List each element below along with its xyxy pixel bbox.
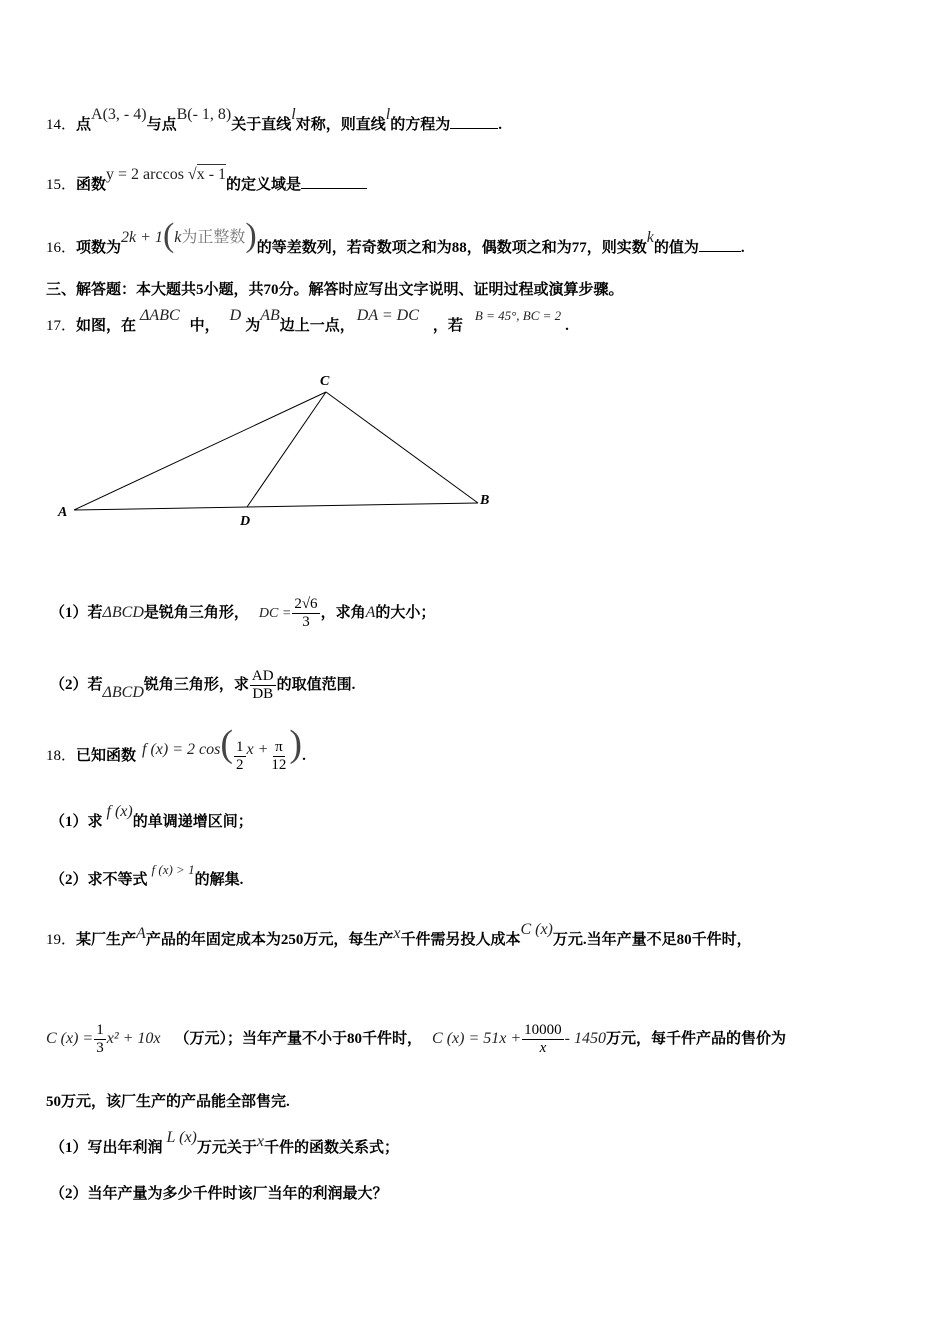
question-17: [46, 307, 569, 336]
denominator: 12: [271, 757, 287, 774]
question-17-part-2: [50, 668, 355, 703]
point-d-math: D: [229, 307, 242, 324]
given-conditions-math: B = 45°, BC = 2: [474, 308, 562, 323]
question-19: [46, 921, 752, 950]
text: 与点: [146, 117, 177, 133]
denominator: 3: [302, 614, 310, 630]
text: （1）写出年利润: [50, 1140, 163, 1156]
line-l-math: l: [291, 106, 296, 123]
text: 为: [245, 318, 261, 334]
text: 产品的年固定成本为250万元，每生产: [145, 932, 394, 948]
text: 如图，在: [76, 318, 137, 334]
question-16: [46, 217, 745, 258]
product-a-math: A: [136, 925, 146, 942]
numerator: 2√6: [294, 596, 318, 612]
inequality-math: f (x) > 1: [151, 862, 195, 877]
text: 项数为: [76, 240, 122, 256]
paren: (: [220, 723, 234, 765]
text: 的大小；: [375, 604, 436, 621]
question-18-part-2: [50, 862, 244, 890]
half-fraction: [234, 739, 246, 774]
text: 中，: [189, 318, 220, 334]
text: ，求角: [320, 604, 366, 621]
label-a: A: [58, 505, 68, 520]
text: （万元）；当年产量不小于80千件时，: [174, 1030, 423, 1047]
text: 点: [76, 117, 92, 133]
section-heading: 三、解答题：本大题共5小题，共70分。解答时应写出文字说明、证明过程或演算步骤。: [46, 282, 624, 298]
text: 千件需另投人成本: [400, 932, 521, 948]
numerator: π: [275, 739, 283, 756]
text: .: [565, 318, 569, 334]
side-bc: [326, 392, 478, 503]
denominator: x: [539, 1040, 547, 1056]
arccos-expr: y = 2 arccos: [106, 166, 184, 183]
text: 某厂生产: [76, 932, 137, 948]
text: 锐角三角形，求: [143, 676, 249, 693]
paren: ): [289, 723, 303, 765]
profit-function-math: L (x): [166, 1129, 197, 1146]
text: （1）若: [50, 604, 103, 621]
k-math: k: [646, 229, 654, 246]
answer-blank: [699, 237, 741, 252]
ad-db-fraction: [250, 668, 276, 703]
one-third-fraction: [94, 1022, 106, 1057]
cost-formula-low-tail-math: x² + 10x: [106, 1029, 161, 1047]
triangle-diagram: [50, 366, 510, 536]
text: （2）若: [50, 676, 103, 693]
dc-math: DC =: [258, 605, 292, 621]
math: 2k + 1: [121, 229, 163, 246]
text: .: [498, 117, 502, 133]
denominator: 2: [236, 757, 244, 774]
text: 的解集.: [194, 872, 244, 888]
question-18-part-1: [50, 803, 253, 832]
segment-cd: [247, 392, 326, 507]
x-math: x: [256, 1133, 265, 1150]
text: 函数: [76, 177, 107, 193]
numerator: 1: [236, 739, 244, 756]
side-ab-math: AB: [260, 307, 280, 324]
cost-formula-low-math: C (x) =: [46, 1029, 94, 1047]
question-number: 15．: [46, 177, 77, 193]
triangle-bcd-math: ΔBCD: [102, 683, 144, 701]
cost-formula-high-math: C (x) = 51x +: [432, 1029, 522, 1047]
ten-thousand-fraction: [522, 1022, 564, 1057]
text: 的单调递增区间；: [132, 814, 253, 830]
text: .: [740, 240, 745, 256]
question-19-part-1: [50, 1129, 400, 1158]
text: 已知函数: [76, 748, 137, 764]
point-a-math: A(3, - 4): [91, 106, 147, 123]
denominator: 3: [96, 1040, 104, 1056]
dc-fraction: [292, 596, 319, 631]
numerator: 10000: [524, 1022, 562, 1038]
question-19-line-3: 50万元，该厂生产的产品能全部售完.: [46, 1094, 290, 1110]
question-19-line-2: [46, 1022, 786, 1057]
point-b-math: B(- 1, 8): [176, 106, 232, 123]
cost-formula-high-tail-math: - 1450: [564, 1029, 606, 1047]
question-15: [46, 166, 367, 195]
label-d: D: [240, 514, 251, 529]
text: 万元关于: [196, 1140, 257, 1156]
paren: (: [162, 217, 175, 254]
label-c: C: [320, 374, 330, 389]
numerator: AD: [251, 668, 274, 684]
triangle-bcd-math: ΔBCD: [102, 603, 144, 621]
text: 的定义域是: [226, 177, 302, 193]
text: 边上一点，: [279, 318, 355, 334]
equal-sides-math: DA = DC: [356, 307, 419, 324]
f-x-math: f (x): [106, 803, 133, 820]
angle-a-math: A: [365, 603, 376, 621]
side-ac: [74, 392, 326, 510]
text: 万元.当年产量不足80千件时，: [552, 932, 752, 948]
question-19-part-2: （2）当年产量为多少千件时该厂当年的利润最大？: [50, 1186, 388, 1202]
text: 的取值范围.: [276, 676, 356, 693]
label-b: B: [480, 493, 490, 508]
question-number: 17．: [46, 318, 77, 334]
text: 千件的函数关系式；: [264, 1140, 400, 1156]
question-number: 19．: [46, 932, 77, 948]
text: ，若: [432, 318, 463, 334]
text: 关于直线: [231, 117, 292, 133]
text: 的值为: [653, 240, 699, 256]
text: （2）求不等式: [50, 872, 148, 888]
function-def-math: f (x) = 2 cos: [142, 741, 221, 758]
sqrt-radicand: x - 1: [196, 166, 227, 183]
text: 对称，则直线: [295, 117, 386, 133]
x-math: x: [393, 925, 401, 942]
question-14: [46, 106, 502, 135]
text: .: [302, 748, 306, 764]
x-plus-math: x +: [246, 741, 269, 758]
pi-fraction: [269, 739, 288, 774]
denominator: DB: [252, 686, 274, 702]
text: 是锐角三角形，: [143, 604, 249, 621]
function-math: y = 2 arccos √x - 1: [106, 166, 227, 183]
question-18: [46, 723, 306, 774]
text: 的等差数列，若奇数项之和为88，偶数项之和为77，则实数: [256, 240, 647, 256]
line-l-math: l: [385, 106, 391, 123]
text: （1）求: [50, 814, 103, 830]
text: 万元，每千件产品的售价为: [606, 1030, 787, 1047]
answer-blank: [450, 114, 498, 129]
question-17-part-1: [50, 596, 435, 631]
math-text: 为正整数: [181, 229, 246, 246]
question-number: 14．: [46, 117, 77, 133]
side-ab: [74, 503, 478, 510]
triangle-figure: [50, 366, 510, 536]
question-number: 16．: [46, 240, 77, 256]
paren: ): [245, 217, 257, 254]
question-number: 18．: [46, 748, 77, 764]
cost-function-math: C (x): [520, 921, 553, 938]
term-count-math: [121, 217, 257, 254]
answer-blank: [301, 174, 367, 189]
math: k: [174, 229, 182, 246]
text: 的方程为: [390, 117, 451, 133]
triangle-abc-math: ΔABC: [140, 307, 180, 324]
numerator: 1: [96, 1022, 104, 1038]
